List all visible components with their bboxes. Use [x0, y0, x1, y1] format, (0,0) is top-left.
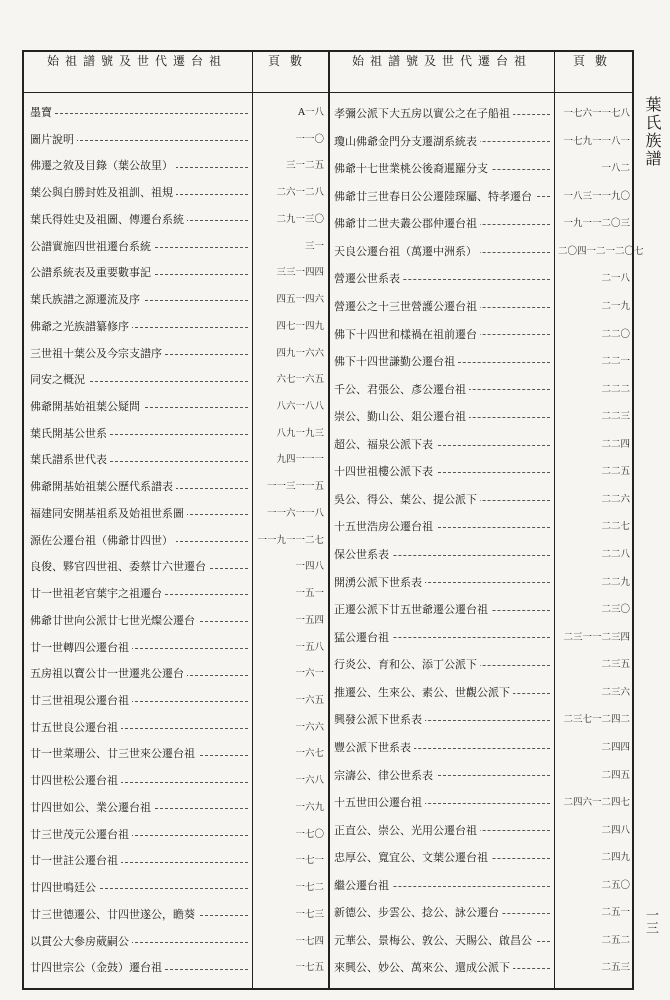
right-entry-title: 保公世系表 [334, 541, 392, 569]
book-title: 葉氏族譜 [643, 96, 662, 168]
left-entry-page: A一八 [298, 107, 324, 118]
left-row [28, 421, 326, 448]
left-row [28, 260, 326, 287]
left-entry-title: 佛爺之光族譜纂修序 [30, 314, 132, 341]
left-row [28, 795, 326, 822]
right-entry-page: 二二〇 [601, 328, 630, 340]
left-entry-title: 廿一世轉四公遷台祖 [30, 635, 132, 662]
left-entry-page: 一七四 [295, 935, 324, 947]
right-entry-page: 二五二 [601, 934, 630, 946]
left-entry-title: 三世祖十葉公及今宗支譜序 [30, 341, 165, 368]
right-row [332, 293, 632, 321]
right-entry-page: 二四四 [601, 741, 630, 753]
right-entry-page: 二〇四一二一二〇七 [558, 245, 644, 257]
right-entry-title: 行炎公、育和公、添丁公派下 [334, 651, 480, 679]
right-row [332, 734, 632, 762]
left-leader-dots [30, 113, 248, 114]
left-row [28, 608, 326, 635]
right-entry-title: 宗濤公、律公世系表 [334, 762, 436, 790]
left-row [28, 447, 326, 474]
page-number: 一三 [643, 908, 658, 934]
right-row [332, 238, 644, 266]
left-entry-title: 葉氏開基公世系 [30, 421, 110, 448]
right-row [332, 100, 632, 128]
left-row [28, 554, 326, 581]
left-entry-page: 一五四 [295, 614, 324, 626]
left-row [28, 741, 326, 768]
left-entry-page: 一四八 [295, 561, 324, 573]
left-entry-title: 公譜系統表及重要數事記 [30, 260, 154, 287]
right-row [332, 706, 632, 734]
right-entry-title: 猛公遷台祖 [334, 624, 392, 652]
left-entry-title: 葉氏族譜之源遷流及序 [30, 287, 143, 314]
left-row [28, 100, 326, 127]
left-row [28, 929, 326, 956]
right-row [332, 128, 632, 156]
right-entry-title: 興發公派下世系表 [334, 706, 425, 734]
right-entry-title: 佛爺十七世業桃公後裔暹羅分支 [334, 155, 491, 183]
right-row [332, 596, 632, 624]
right-entry-page: 二二八 [601, 549, 630, 560]
right-entry-page: 二四九 [601, 852, 630, 864]
left-entry-title: 廿一世註公遷台祖 [30, 848, 121, 875]
right-entry-title: 新德公、步雲公、捻公、詠公遷台 [334, 899, 502, 927]
left-row [28, 474, 326, 501]
right-entry-title: 千公、君張公、彥公遷台祖 [334, 376, 469, 404]
right-row [332, 376, 632, 404]
right-entry-page: 二三五 [601, 659, 630, 671]
right-entry-page: 二三六 [601, 686, 630, 698]
left-entry-page: 一七五 [295, 962, 324, 974]
left-entry-page: 一六六 [295, 721, 324, 733]
right-row [332, 210, 632, 238]
left-entry-title: 公譜實施四世祖遷台系統 [30, 234, 154, 261]
left-row [28, 528, 326, 555]
right-row [332, 348, 632, 376]
left-row [28, 394, 326, 421]
left-row [28, 902, 326, 929]
right-row [332, 762, 632, 790]
right-entry-title: 豐公派下世系表 [334, 734, 414, 762]
right-entry-page: 一七六一一七八 [563, 108, 630, 119]
left-entry-page: 一七二 [295, 882, 324, 894]
right-entry-page: 二三〇 [601, 604, 630, 616]
left-entry-page: 三一二五 [285, 160, 324, 172]
left-entry-page: 四五一四六 [276, 294, 324, 306]
right-entry-page: 二二一 [601, 356, 630, 368]
left-entry-title: 墨寶 [30, 100, 55, 127]
right-entry-page: 二四五 [601, 769, 630, 781]
left-entry-title: 廿四世鳴廷公 [30, 875, 99, 902]
left-row [28, 661, 326, 688]
left-entry-title: 葉氏得姓史及祖圖、傳遷台系統 [30, 207, 187, 234]
right-row [332, 899, 632, 927]
right-entry-page: 二四八 [601, 824, 630, 836]
left-row [28, 127, 326, 154]
left-row [28, 635, 326, 662]
right-page-header: 頁數 [572, 54, 617, 68]
right-row [332, 569, 632, 597]
right-row [332, 513, 632, 541]
left-entry-title: 五房祖以寶公廿一世遷兆公遷台 [30, 661, 187, 688]
right-entry-page: 二三七一二四二 [563, 714, 630, 726]
left-entry-title: 福建同安開基祖系及始祖世系圖 [30, 501, 187, 528]
left-entry-title: 廿四世宗公（金鼓）遷台祖 [30, 955, 165, 982]
right-entry-title: 天良公遷台祖（萬遷中洲系） [334, 238, 480, 266]
right-entry-page: 二五〇 [601, 879, 630, 891]
left-entry-page: 一五八 [295, 641, 324, 653]
right-entry-title: 營遷公之十三世營護公遷台祖 [334, 293, 480, 321]
right-entry-title: 營遷公世系表 [334, 265, 403, 293]
right-column-header: 始祖譜號及世代遷台祖 [351, 54, 532, 68]
right-row [332, 679, 632, 707]
left-entry-title: 廿三世茂元公遷台祖 [30, 822, 132, 849]
left-entry-title: 葉氏譜系世代表 [30, 447, 110, 474]
left-row [28, 715, 326, 742]
left-entry-title: 佛遷之敘及目錄（葉公故里） [30, 153, 176, 180]
left-entry-title: 廿三世德遷公、廿四世遂公，瞻葵 [30, 902, 198, 929]
left-entry-page: 一七三 [295, 908, 324, 920]
right-entry-title: 推遷公、生來公、素公、世觀公派下 [334, 679, 513, 707]
right-row [332, 265, 632, 293]
right-entry-page: 二二七 [601, 521, 630, 533]
left-row [28, 180, 326, 207]
left-row [28, 234, 326, 261]
right-entry-page: 一八二 [601, 163, 630, 175]
right-entry-page: 二二九 [601, 576, 630, 588]
left-entry-page: 四七一四九 [276, 320, 324, 332]
right-row [332, 789, 632, 817]
right-entry-title: 超公、福泉公派下表 [334, 431, 436, 459]
right-entry-page: 二五三 [601, 962, 630, 974]
right-entry-page: 二五一 [601, 907, 630, 919]
right-entry-title: 正遷公派下廿五世爺遷公遷台祖 [334, 596, 491, 624]
left-entry-title: 佛爺廿世向公派廿七世光燦公遷台 [30, 608, 198, 635]
left-entry-page: 一六七 [295, 748, 324, 760]
right-entry-title: 吳公、得公、葉公、提公派下 [334, 486, 480, 514]
left-row [28, 367, 326, 394]
left-entry-title: 同安之概況 [30, 367, 88, 394]
left-page-header: 頁數 [267, 54, 312, 68]
left-entry-page: 一六八 [295, 775, 324, 787]
right-entry-title: 佛爺廿二世夫叢公郡仲遷台祖 [334, 210, 480, 238]
table-frame [22, 50, 644, 990]
left-row [28, 501, 326, 528]
right-row [332, 817, 632, 845]
right-entry-title: 十四世祖樓公派下表 [334, 458, 436, 486]
right-entry-title: 十五世田公遷台祖 [334, 789, 425, 817]
left-entry-title: 佛爺開基始祖葉公疑問 [30, 394, 143, 421]
right-row [332, 624, 632, 652]
left-row [28, 875, 326, 902]
right-row [332, 872, 632, 900]
left-entry-title: 圖片說明 [30, 127, 77, 154]
left-entry-title: 廿四世如公、業公遷台祖 [30, 795, 154, 822]
right-row [332, 458, 632, 486]
left-column-header: 始祖譜號及世代遷台祖 [46, 54, 227, 68]
right-entry-title: 來興公、妙公、萬來公、還成公派下 [334, 954, 513, 982]
left-row [28, 768, 326, 795]
center-divider [328, 52, 330, 988]
left-entry-page: 九四一一一 [276, 454, 324, 466]
left-entry-title: 源佐公遷台祖（佛爺廿四世） [30, 528, 176, 555]
right-entry-title: 佛下十四世和樣禍在祖前遷台 [334, 321, 480, 349]
left-row [28, 153, 326, 180]
left-entry-page: 四九一六六 [276, 347, 324, 359]
left-entry-page: 三一 [304, 240, 324, 252]
left-entry-page: 六七一六五 [276, 374, 324, 386]
right-entry-title: 十五世浩房公遷台祖 [334, 513, 436, 541]
right-entry-title: 元華公、景梅公、敦公、天賜公、啟昌公 [334, 927, 535, 955]
left-entry-page: 二六一二八 [276, 187, 324, 199]
left-entry-page: 一一九一一二七 [257, 534, 324, 546]
left-row [28, 955, 326, 982]
right-entry-page: 二二五 [601, 466, 630, 478]
left-row [28, 314, 326, 341]
left-entry-page: 一一〇 [295, 133, 324, 145]
left-row [28, 688, 326, 715]
left-entry-page: 八九一九三 [276, 427, 324, 439]
left-entry-title: 良俊、夥官四世祖、委蔡廿六世遷台 [30, 554, 209, 581]
left-entry-page: 八六一八八 [276, 401, 324, 412]
right-entry-title: 瓊山佛爺金門分支遷湖系統表 [334, 128, 480, 156]
left-row [28, 341, 326, 368]
right-entry-page: 二一九 [601, 300, 630, 312]
left-row [28, 287, 326, 314]
right-entry-page: 一九一一二〇三 [563, 218, 630, 230]
left-entry-page: 一六五 [295, 695, 324, 706]
right-row [332, 651, 632, 679]
right-entry-title: 佛爺廿三世春日公公遷陸琛屬、特孝遷台 [334, 183, 535, 211]
left-row [28, 822, 326, 849]
right-entry-page: 二四六一二四七 [563, 797, 630, 809]
left-entry-title: 廿四世松公遷台祖 [30, 768, 121, 795]
left-entry-title: 以貫公大參房葳嗣公 [30, 929, 132, 956]
right-entry-title: 崇公、勤山公、爼公遷台祖 [334, 403, 469, 431]
right-entry-title: 正直公、崇公、光用公遷台祖 [334, 817, 480, 845]
left-row [28, 207, 326, 234]
right-entry-title: 忠厚公、寬宜公、文葉公遷台祖 [334, 844, 491, 872]
left-entry-page: 一六一 [295, 668, 324, 680]
right-row [332, 954, 632, 982]
right-entry-title: 繼公遷台祖 [334, 872, 392, 900]
left-entry-title: 葉公與白勝封姓及祖訓、祖規 [30, 180, 176, 207]
right-row [332, 321, 632, 349]
right-entry-page: 二二四 [601, 438, 630, 450]
left-entry-page: 一一六一一八 [266, 507, 324, 519]
right-row [332, 541, 632, 569]
right-entry-title: 佛下十四世謙勤公遷台祖 [334, 348, 458, 376]
left-entry-page: 三三一四四 [276, 267, 324, 279]
left-entry-title: 佛爺開基始祖葉公歷代系譜表 [30, 474, 176, 501]
right-entry-page: 一八三一一九〇 [563, 190, 630, 202]
left-entry-page: 二九一三〇 [276, 213, 324, 225]
left-entry-page: 一七〇 [295, 828, 324, 840]
right-entry-page: 二一八 [601, 273, 630, 285]
left-row [28, 581, 326, 608]
right-entry-title: 開湧公派下世系表 [334, 569, 425, 597]
left-entry-title: 廿五世良公遷台祖 [30, 715, 121, 742]
right-entry-page: 二二二 [601, 383, 630, 395]
right-entry-page: 一七九一一八一 [563, 135, 630, 147]
right-row [332, 431, 632, 459]
right-row [332, 927, 632, 955]
right-entry-page: 二三一一二三四 [563, 631, 630, 643]
left-entry-title: 廿三世祖現公遷台祖 [30, 688, 132, 715]
right-entry-title: 孝彌公派下大五房以實公之在子船祖 [334, 100, 513, 128]
right-row [332, 183, 632, 211]
right-entry-page: 二二六 [601, 493, 630, 505]
left-entry-page: 一七一 [295, 855, 324, 867]
left-entry-title: 廿一世菜珊公、廿三世來公遷台祖 [30, 741, 198, 768]
right-row [332, 155, 632, 183]
left-entry-page: 一六九 [295, 801, 324, 813]
left-entry-title: 廿一世祖老官葉宇之祖遷台 [30, 581, 165, 608]
left-row [28, 848, 326, 875]
right-row [332, 844, 632, 872]
right-entry-page: 二二三 [601, 411, 630, 423]
right-row [332, 403, 632, 431]
left-entry-page: 一一三一一五 [266, 481, 324, 493]
left-entry-page: 一五一 [295, 588, 324, 600]
right-row [332, 486, 632, 514]
